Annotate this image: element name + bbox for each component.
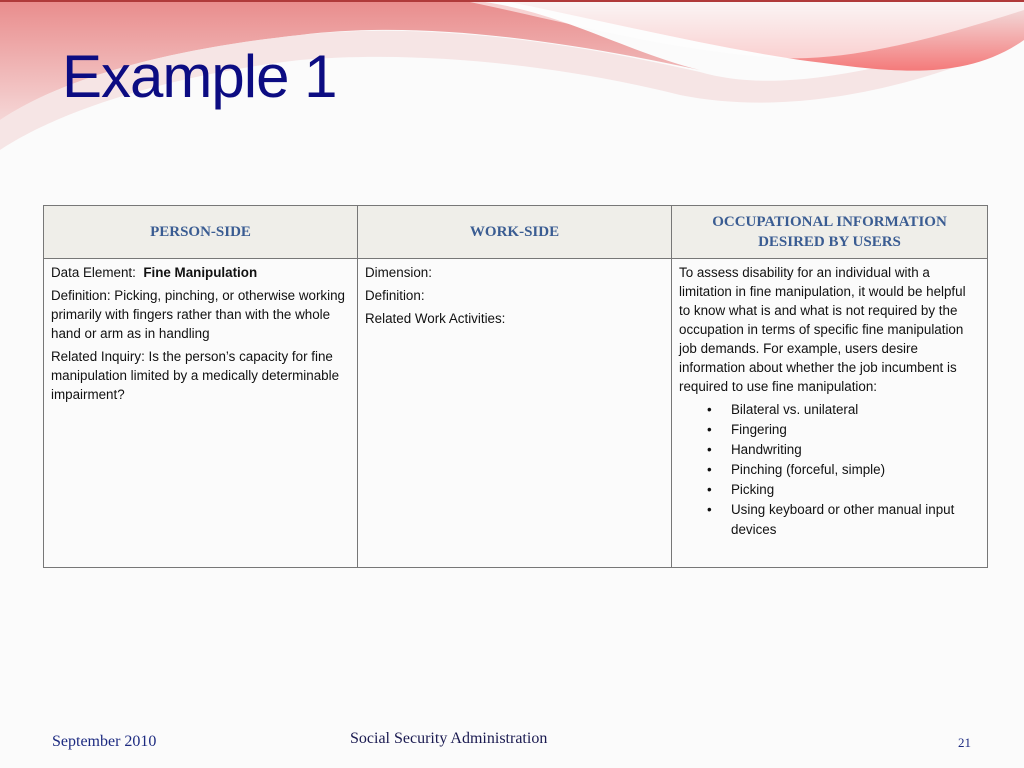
list-item (707, 400, 980, 420)
data-element (51, 263, 350, 282)
list-item (707, 480, 980, 500)
footer-organization: Social Security Administration (350, 730, 548, 747)
page-number: 21 (958, 735, 971, 750)
list-item-text: Pinching (forceful, simple) (731, 462, 886, 477)
list-item (707, 420, 980, 440)
related-work-activities: Related Work Activities: (365, 311, 506, 326)
bullet-icon: • (707, 482, 712, 497)
list-item-text: Picking (731, 482, 775, 497)
bullet-icon: • (707, 402, 712, 417)
data-element-value: Fine Manipulation (143, 265, 258, 280)
header-work-side: WORK-SIDE (358, 206, 672, 259)
list-item-text: Handwriting (731, 442, 802, 457)
bullet-icon: • (707, 422, 712, 437)
fine-manipulation-list (679, 400, 980, 540)
list-item (707, 500, 980, 540)
table-header-row (44, 206, 988, 259)
header-occupational-information: OCCUPATIONAL INFORMATION DESIRED BY USERS (672, 206, 988, 259)
list-item-text: Bilateral vs. unilateral (731, 402, 859, 417)
work-definition: Definition: (365, 288, 425, 303)
bullet-icon: • (707, 462, 712, 477)
slide-title: Example 1 (62, 43, 337, 110)
list-item (707, 460, 980, 480)
header-person-side: PERSON-SIDE (44, 206, 358, 259)
footer-date: September 2010 (52, 733, 157, 750)
person-side-cell (44, 259, 358, 568)
bullet-icon: • (707, 442, 712, 457)
occupational-info-cell (672, 259, 988, 568)
table-row (44, 259, 988, 568)
list-item (707, 440, 980, 460)
data-element-label: Data Element: (51, 265, 136, 280)
person-definition: Definition: Picking, pinching, or otherwise working primarily with fingers rather than with the whole hand or arm as in handling (51, 288, 345, 341)
bullet-icon: • (707, 502, 712, 517)
list-item-text: Using keyboard or other manual input devices (731, 502, 955, 537)
example-table (43, 205, 988, 568)
work-dimension: Dimension: (365, 265, 432, 280)
occupational-text: To assess disability for an individual with a limitation in fine manipulation, it would be helpful to know what is and what is not required by the occupation in terms of specific fine manipulation job demands. For example, users desire information about whether the job incumbent is required to use fine manipulation: (679, 265, 966, 394)
work-side-cell (358, 259, 672, 568)
related-inquiry: Related Inquiry: Is the person’s capacity for fine manipulation limited by a medically determinable impairment? (51, 349, 340, 402)
list-item-text: Fingering (731, 422, 787, 437)
